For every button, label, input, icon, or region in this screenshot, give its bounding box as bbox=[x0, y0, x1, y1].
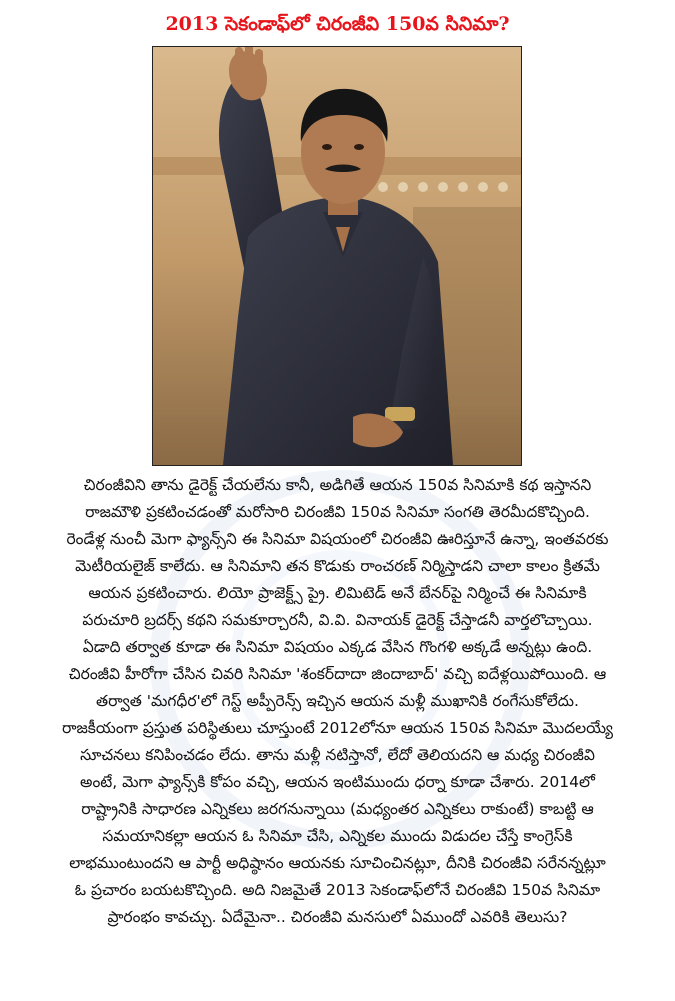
article-line: రాష్ట్రానికి సాధారణ ఎన్నికలు జరగనున్నాయి (మధ్యంతర ఎన్నికలు రాకుంటే) కాబట్టి ఆ bbox=[81, 800, 594, 818]
article-line: ఓ ప్రచారం బయటకొచ్చింది. అది నిజమైతే 2013 సెకండాఫ్‌లోనే చిరంజీవి 150వ సినిమా bbox=[74, 881, 601, 899]
article-line: ఆయన ప్రకటించారు. లియో ప్రాజెక్ట్స్ ప్రై. లిమిటెడ్ అనే బేనర్‌పై నిర్మించే ఈ సినిమాకి bbox=[88, 584, 587, 602]
article-line: తర్వాత 'మగధీర'లో గెస్ట్ అప్పీరెన్స్ ఇచ్చిన ఆయన మళ్లీ ముఖానికి రంగేసుకోలేదు. bbox=[96, 692, 579, 710]
article-line: రాజకీయంగా ప్రస్తుత పరిస్థితులు చూస్తుంటే 2012లోనూ ఆయన 150వ సినిమా మొదలయ్యే bbox=[61, 719, 614, 737]
article-body bbox=[0, 472, 675, 931]
article-line: లాభముంటుందని ఆ పార్టీ అధిష్ఠానం ఆయనకు సూచించినట్లూ, దీనికి చిరంజీవి సరేనన్నట్లూ bbox=[69, 854, 606, 872]
article-line: సమయానికల్లా ఆయన ఓ సినిమా చేసి, ఎన్నికల ముందు విడుదల చేస్తే కాంగ్రెస్‌కి bbox=[102, 827, 573, 845]
article-line: పరుచూరి బ్రదర్స్ కథని సమకూర్చారనీ, వి.వి. వినాయక్ డైరెక్ట్ చేస్తాడనీ వార్తలొచ్చాయి. bbox=[82, 611, 593, 629]
article-photo bbox=[152, 46, 522, 466]
article-line: సూచనలు కనిపించడం లేదు. తాను మళ్లీ నటిస్తానో, లేదో తెలియదని ఆ మధ్య చిరంజీవి bbox=[80, 746, 595, 764]
person-waving-photo-icon bbox=[153, 47, 521, 465]
article-line: చిరంజీవి హీరోగా చేసిన చివరి సినిమా 'శంకర్‌దాదా జిందాబాద్' వచ్చి ఐదేళ్లయిపోయింది. ఆ bbox=[68, 665, 607, 683]
article-line: రెండేళ్ల నుంచీ మెగా ఫ్యాన్స్‌ని ఈ సినిమా విషయంలో చిరంజీవి ఊరిస్తూనే ఉన్నా, ఇంతవరకు bbox=[66, 530, 609, 548]
article-line: రాజమౌళి ప్రకటించడంతో మరోసారి చిరంజీవి 150వ సినిమా సంగతి తెరమీదకొచ్చింది. bbox=[85, 503, 590, 521]
article-line: చిరంజీవిని తాను డైరెక్ట్ చేయలేను కానీ, అడిగితే ఆయన 150వ సినిమాకి కథ ఇస్తానని bbox=[83, 476, 592, 494]
article-line: అంటే, మెగా ఫ్యాన్స్‌కి కోపం వచ్చి, ఆయన ఇంటిముందు ధర్నా కూడా చేశారు. 2014లో bbox=[80, 773, 595, 791]
page-title: 2013 సెకండాఫ్‌లో చిరంజీవి 150వ సినిమా? bbox=[165, 13, 510, 35]
article-line: మెటీరియలైజ్ కాలేదు. ఆ సినిమాని తన కొడుకు రాంచరణ్ నిర్మిస్తాడని చాలా కాలం క్రితమే bbox=[75, 557, 600, 575]
article-line: ప్రారంభం కావచ్చు. ఏదేమైనా.. చిరంజీవి మనసులో ఏముందో ఎవరికి తెలుసు? bbox=[107, 908, 568, 926]
article-line: ఏడాది తర్వాత కూడా ఈ సినిమా విషయం ఎక్కడ వేసిన గొంగళి అక్కడే అన్నట్లు ఉంది. bbox=[82, 638, 593, 656]
